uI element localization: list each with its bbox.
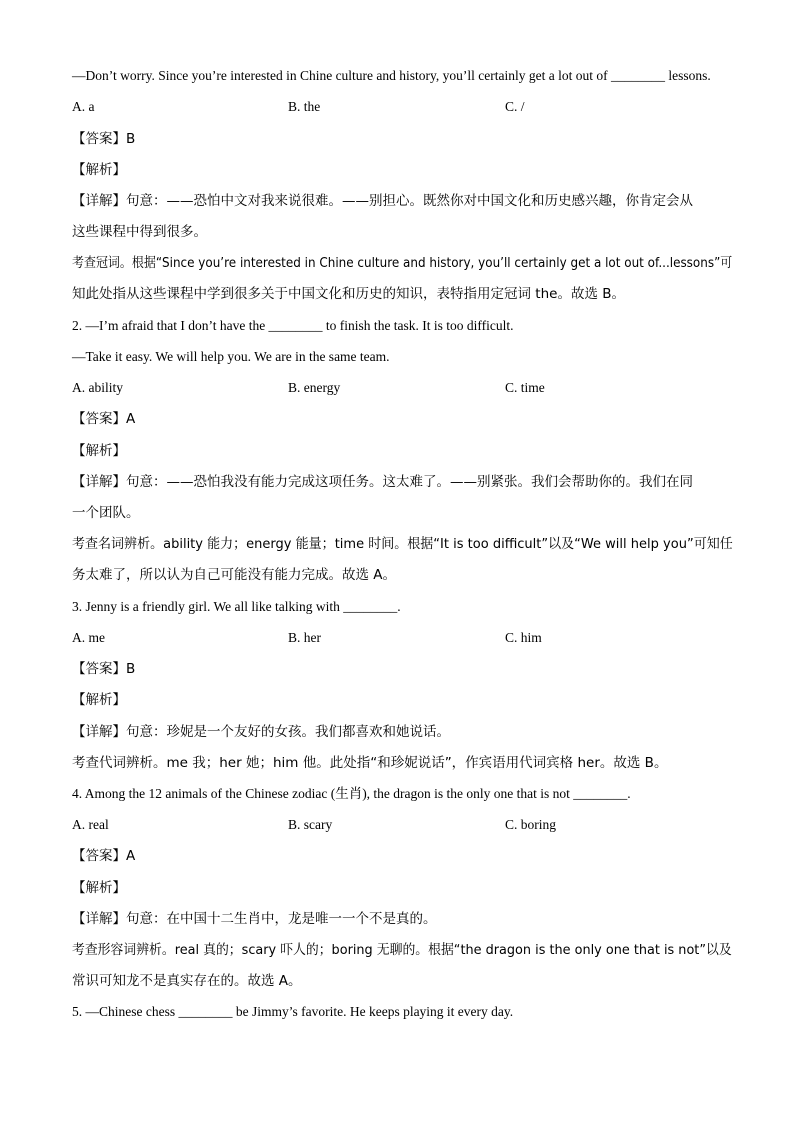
q1-option-c: C. /	[505, 99, 525, 114]
q4-stem: 4. Among the 12 animals of the Chinese zodiac (生肖), the dragon is the only one that is not ________.	[72, 786, 631, 801]
q3-detail-line-1: 【详解】句意：珍妮是一个友好的女孩。我们都喜欢和她说话。	[72, 724, 450, 740]
q3-option-c: C. him	[505, 630, 542, 645]
q4-detail-line-3: 常识可知龙不是真实存在的。故选 A。	[72, 973, 302, 989]
q2-stem-line-1: 2. —I’m afraid that I don’t have the ________ to finish the task. It is too difficult.	[72, 318, 514, 333]
q2-option-a: A. ability	[72, 380, 123, 395]
q3-stem: 3. Jenny is a friendly girl. We all like talking with ________.	[72, 599, 401, 614]
q3-option-b: B. her	[288, 630, 321, 645]
q2-option-c: C. time	[505, 380, 545, 395]
q2-detail-line-3: 考查名词辨析。ability 能力；energy 能量；time 时间。根据“It is too difficult”以及“We will help you”可知任	[72, 536, 733, 552]
q1-analysis-label: 【解析】	[72, 162, 126, 178]
q1-option-a: A. a	[72, 99, 95, 114]
q1-detail-line-3: 考查冠词。根据“Since you’re interested in Chine culture and history, you’ll certainly get a lot out of...lessons”可	[72, 255, 733, 271]
q1-detail-line-4: 知此处指从这些课程中学到很多关于中国文化和历史的知识，表特指用定冠词 the。故选 B。	[72, 286, 625, 302]
q4-answer: 【答案】A	[72, 848, 136, 864]
q4-detail-line-1: 【详解】句意：在中国十二生肖中，龙是唯一一个不是真的。	[72, 911, 437, 927]
q3-option-a: A. me	[72, 630, 105, 645]
q4-option-b: B. scary	[288, 817, 333, 832]
q1-stem-line-2: —Don’t worry. Since you’re interested in Chine culture and history, you’ll certainly get a lot out of ________ lessons.	[72, 68, 711, 83]
q5-stem: 5. —Chinese chess ________ be Jimmy’s favorite. He keeps playing it every day.	[72, 1004, 514, 1019]
q2-option-b: B. energy	[288, 380, 341, 395]
q2-detail-line-4: 务太难了，所以认为自己可能没有能力完成。故选 A。	[72, 567, 397, 583]
q3-analysis-label: 【解析】	[72, 692, 126, 708]
q2-stem-line-2: —Take it easy. We will help you. We are in the same team.	[72, 349, 390, 364]
q1-answer: 【答案】B	[72, 131, 136, 147]
q2-detail-line-2: 一个团队。	[72, 505, 140, 521]
q3-answer: 【答案】B	[72, 661, 136, 677]
q1-detail-line-1: 【详解】句意：——恐怕中文对我来说很难。——别担心。既然你对中国文化和历史感兴趣，你肯定会从	[72, 193, 693, 209]
q4-detail-line-2: 考查形容词辨析。real 真的；scary 吓人的；boring 无聊的。根据“the dragon is the only one that is not”以及	[72, 942, 732, 958]
q3-detail-line-2: 考查代词辨析。me 我；her 她；him 他。此处指“和珍妮说话”，作宾语用代词宾格 her。故选 B。	[72, 755, 668, 771]
q1-option-b: B. the	[288, 99, 321, 114]
q4-option-a: A. real	[72, 817, 109, 832]
q4-analysis-label: 【解析】	[72, 880, 126, 896]
q1-detail-line-2: 这些课程中得到很多。	[72, 224, 207, 240]
q2-answer: 【答案】A	[72, 411, 136, 427]
q4-option-c: C. boring	[505, 817, 557, 832]
q2-analysis-label: 【解析】	[72, 443, 126, 459]
q2-detail-line-1: 【详解】句意：——恐怕我没有能力完成这项任务。这太难了。——别紧张。我们会帮助你的。我们在同	[72, 474, 693, 490]
